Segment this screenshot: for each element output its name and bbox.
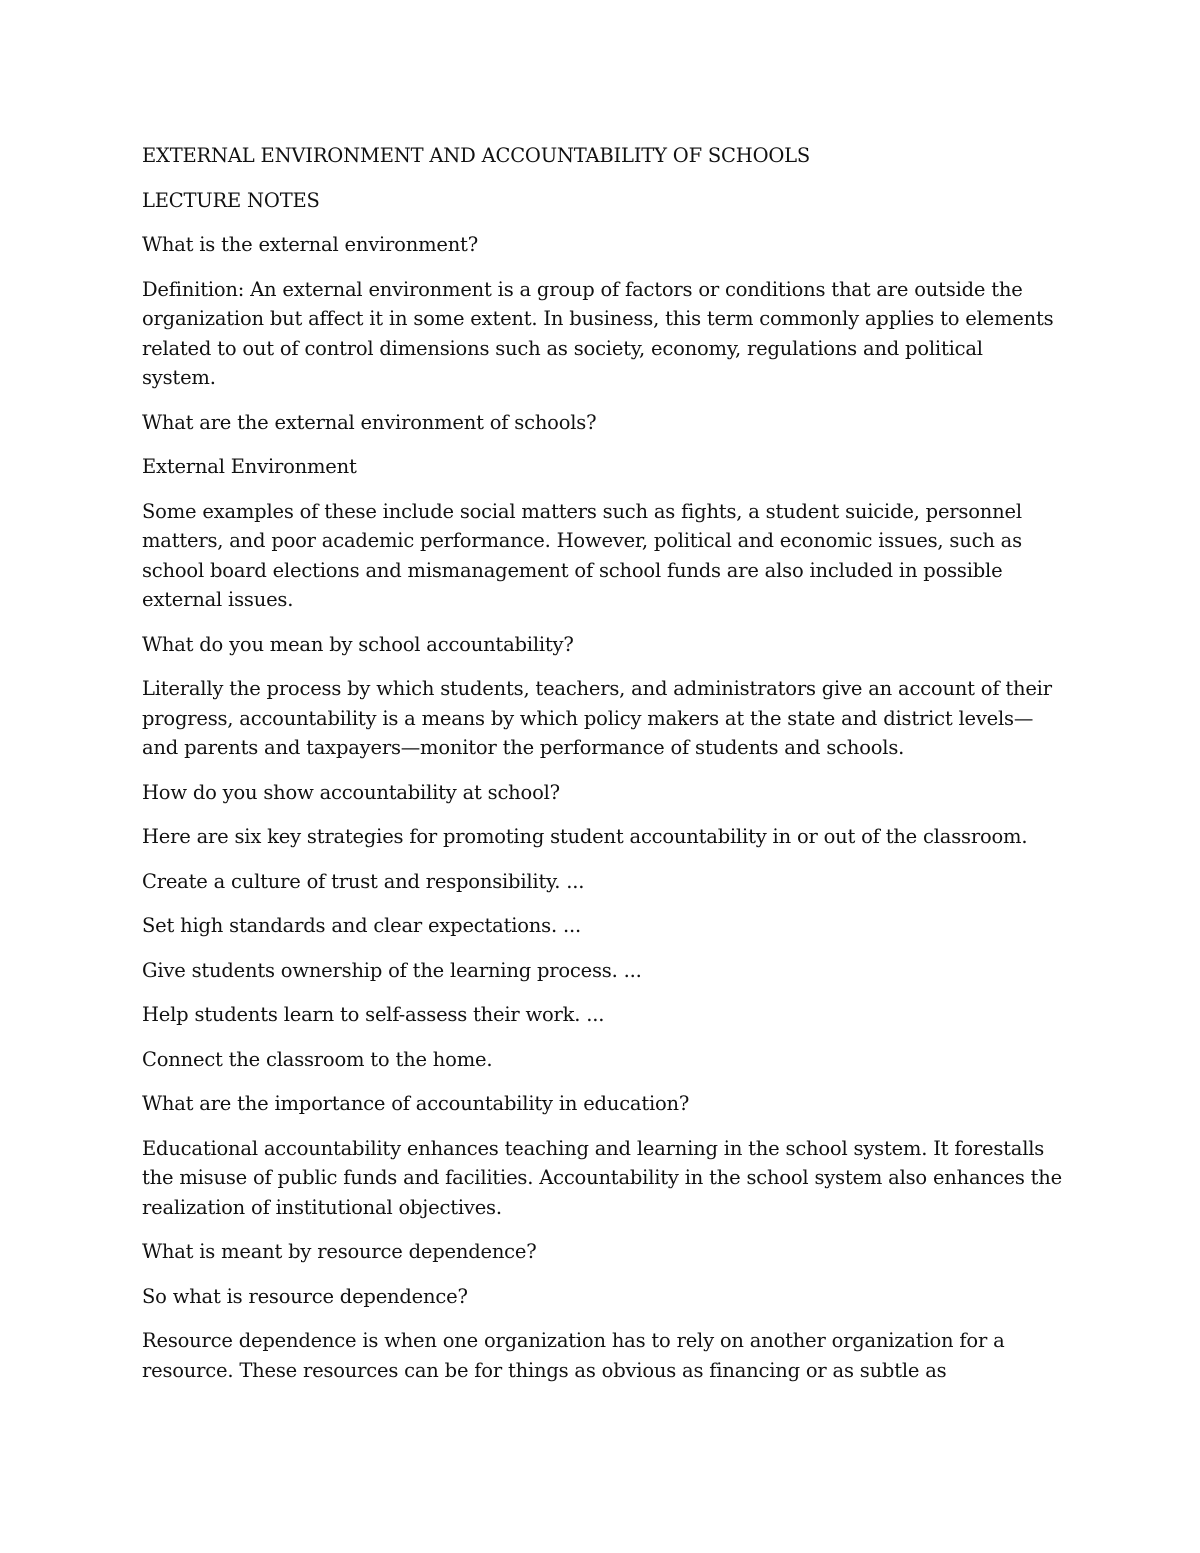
question-resource-dependence-2: So what is resource dependence? (142, 1284, 468, 1308)
question-resource-dependence: What is meant by resource dependence? (142, 1240, 537, 1263)
importance-paragraph: Educational accountability enhances teaching and learning in the school system. It forestalls the misuse of public funds and facilities. Accountability in the school system also enhances the realization of institutional objectives. (142, 1136, 1062, 1219)
strategy-item: Give students ownership of the learning process. ... (142, 958, 642, 982)
question-show-accountability: How do you show accountability at school? (142, 780, 560, 804)
strategy-item: Create a culture of trust and responsibility. ... (142, 869, 585, 893)
resource-dependence-paragraph: Resource dependence is when one organization has to rely on another organization for a resource. These resources can be for things as obvious as financing or as subtle as (142, 1329, 1005, 1382)
strategy-item: Help students learn to self-assess their work. ... (142, 1003, 605, 1026)
question-school-external-environment: What are the external environment of schools? (142, 410, 597, 434)
question-importance-accountability: What are the importance of accountability in education? (142, 1092, 690, 1115)
section-heading-external-environment: External Environment (142, 455, 357, 478)
document-subtitle: LECTURE NOTES (142, 188, 320, 212)
strategies-intro: Here are six key strategies for promoting student accountability in or out of the classroom. (142, 825, 1028, 848)
question-school-accountability: What do you mean by school accountability? (142, 632, 574, 656)
examples-paragraph: Some examples of these include social matters such as fights, a student suicide, personnel matters, and poor academic performance. However, political and economic issues, such as school board elections and mismanagement of school funds are also included in possible external issues. (142, 499, 1022, 611)
document-body (142, 141, 1062, 1400)
strategy-item: Set high standards and clear expectations. ... (142, 914, 581, 937)
question-external-environment: What is the external environment? (142, 233, 478, 256)
document-title: EXTERNAL ENVIRONMENT AND ACCOUNTABILITY OF SCHOOLS (142, 144, 811, 167)
strategy-item: Connect the classroom to the home. (142, 1047, 493, 1071)
accountability-paragraph: Literally the process by which students, teachers, and administrators give an account of their progress, accountability is a means by which policy makers at the state and district levels—and parents and taxpayers—monitor the performance of students and schools. (142, 677, 1052, 759)
definition-paragraph: Definition: An external environment is a group of factors or conditions that are outside the organization but affect it in some extent. In business, this term commonly applies to elements related to out of control dimensions such as society, economy, regulations and political system. (142, 277, 1054, 389)
